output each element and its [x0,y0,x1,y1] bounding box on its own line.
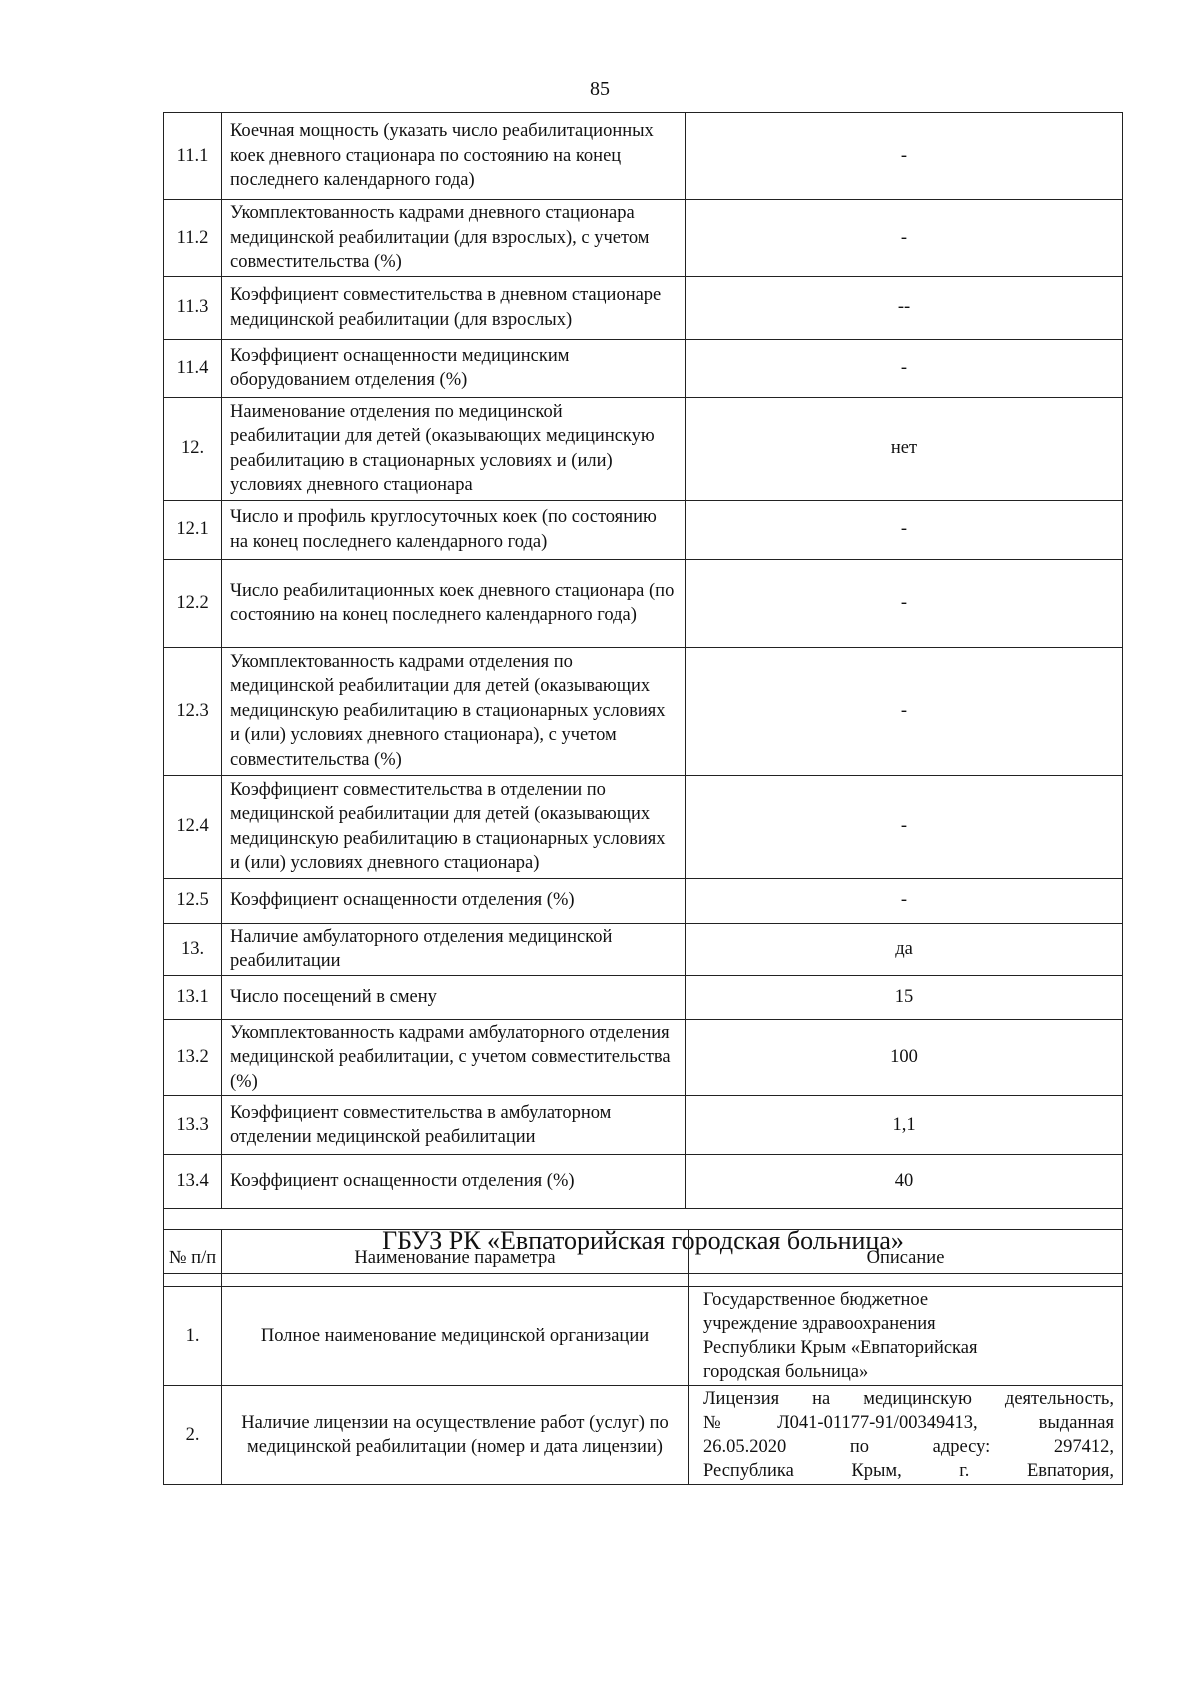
table-header-row [164,1230,1123,1287]
parameters-table [163,112,1123,1274]
row-param: Наименование отделения по медицинской реабилитации для детей (оказывающих медицинскую реабилитацию в стационарных условиях и (или) условиях дневного стационара [222,397,686,500]
section-title: ГБУЗ РК «Евпаторийская городская больница» [164,1209,1123,1274]
row-number: 12.5 [164,878,222,923]
row-param: Укомплектованность кадрами амбулаторного отделения медицинской реабилитации, с учетом совместительства (%) [222,1019,686,1096]
table-row [164,397,1123,500]
row-number: 11.1 [164,113,222,200]
table-row [164,923,1123,975]
row-value: 40 [686,1155,1123,1209]
desc-line: Лицензия на медицинскую деятельность, [703,1389,1114,1409]
table-row [164,500,1123,559]
row-number: 2. [164,1386,222,1485]
row-value: - [686,647,1123,775]
row-number: 13.1 [164,975,222,1019]
row-number: 12.1 [164,500,222,559]
row-param: Коэффициент совместительства в отделении по медицинской реабилитации для детей (оказывающих медицинскую реабилитацию в стационарных условиях и (или) условиях дневного стационара) [222,775,686,878]
row-param: Коечная мощность (указать число реабилитационных коек дневного стационара по состоянию на конец последнего календарного года) [222,113,686,200]
row-number: 12.2 [164,559,222,647]
table-row [164,1096,1123,1155]
table-row [164,1287,1123,1386]
row-param: Коэффициент оснащенности отделения (%) [222,1155,686,1209]
parameters-table-body [164,113,1123,1209]
table-row [164,775,1123,878]
table-row [164,1386,1123,1485]
row-param: Укомплектованность кадрами отделения по медицинской реабилитации для детей (оказывающих медицинскую реабилитацию в стационарных условиях и (или) условиях дневного стационара), с учетом совместительства (%) [222,647,686,775]
row-number: 11.3 [164,276,222,339]
row-value: - [686,113,1123,200]
row-value: да [686,923,1123,975]
row-value: -- [686,276,1123,339]
row-number: 1. [164,1287,222,1386]
table-row [164,647,1123,775]
header-param: Наименование параметра [222,1230,689,1287]
row-value: 100 [686,1019,1123,1096]
page-number: 85 [590,78,610,100]
table-row [164,878,1123,923]
row-number: 12.3 [164,647,222,775]
header-desc: Описание [689,1230,1123,1287]
desc-line: №Л041-01177-91/00349413, выданная [703,1413,1114,1433]
row-desc [689,1287,1123,1386]
row-param: Наличие амбулаторного отделения медицинской реабилитации [222,923,686,975]
row-param: Коэффициент оснащенности медицинским оборудованием отделения (%) [222,339,686,397]
header-num: № п/п [164,1230,222,1287]
row-param: Полное наименование медицинской организации [222,1287,689,1386]
row-value: - [686,878,1123,923]
row-number: 11.4 [164,339,222,397]
row-value: - [686,200,1123,277]
organization-table [163,1229,1123,1485]
desc-line: Республики Крым «Евпаторийская [703,1338,978,1358]
row-value: - [686,559,1123,647]
row-number: 12. [164,397,222,500]
desc-line: Государственное бюджетное [703,1290,929,1310]
row-param: Коэффициент совместительства в амбулаторном отделении медицинской реабилитации [222,1096,686,1155]
row-param: Укомплектованность кадрами дневного стационара медицинской реабилитации (для взрослых), с учетом совместительства (%) [222,200,686,277]
row-param: Коэффициент оснащенности отделения (%) [222,878,686,923]
desc-line: городская больница» [703,1362,869,1382]
row-value: - [686,775,1123,878]
table-row [164,1019,1123,1096]
desc-line: учреждение здравоохранения [703,1314,936,1334]
row-number: 11.2 [164,200,222,277]
table-row [164,559,1123,647]
row-number: 13.2 [164,1019,222,1096]
table-row [164,200,1123,277]
desc-line: Республика Крым, г. Евпатория, [703,1461,1114,1481]
row-param: Число реабилитационных коек дневного стационара (по состоянию на конец последнего календарного года) [222,559,686,647]
table-row [164,276,1123,339]
row-number: 12.4 [164,775,222,878]
row-value: 1,1 [686,1096,1123,1155]
table-row [164,975,1123,1019]
row-number: 13.4 [164,1155,222,1209]
row-desc [689,1386,1123,1485]
desc-line: 26.05.2020 по адресу: 297412, [703,1437,1114,1457]
row-param: Число и профиль круглосуточных коек (по состоянию на конец последнего календарного года) [222,500,686,559]
row-value: - [686,500,1123,559]
row-param: Число посещений в смену [222,975,686,1019]
row-value: 15 [686,975,1123,1019]
row-number: 13.3 [164,1096,222,1155]
row-param: Наличие лицензии на осуществление работ (услуг) по медицинской реабилитации (номер и дата лицензии) [222,1386,689,1485]
row-value: нет [686,397,1123,500]
row-param: Коэффициент совместительства в дневном стационаре медицинской реабилитации (для взрослых) [222,276,686,339]
row-number: 13. [164,923,222,975]
table-row [164,113,1123,200]
table-row [164,339,1123,397]
row-value: - [686,339,1123,397]
table-row [164,1155,1123,1209]
